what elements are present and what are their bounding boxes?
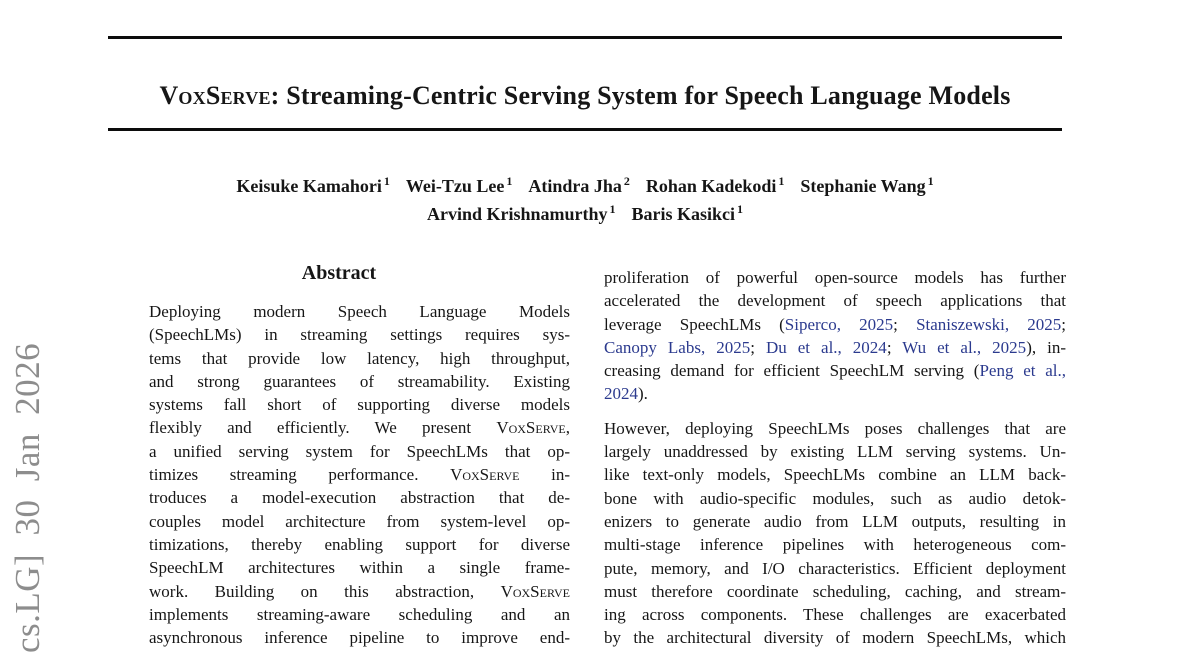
- text-line: [604, 557, 1066, 580]
- abstract-heading: Abstract: [301, 262, 377, 284]
- text-span: Deploying modern Speech Language Models: [149, 302, 570, 321]
- text-span: work. Building on this abstraction,: [149, 581, 501, 601]
- text-line: [149, 463, 570, 486]
- citation-link[interactable]: 2024: [604, 384, 638, 404]
- citation-link[interactable]: Du et al., 2024: [765, 337, 887, 357]
- paper-title: [108, 79, 1062, 113]
- title-rule-top: [108, 36, 1062, 39]
- smallcaps-text: VoxServe: [450, 465, 520, 485]
- author-affiliation-sup: 1: [506, 174, 513, 188]
- author-affiliation-sup: 1: [927, 174, 934, 188]
- text-span: couples model architecture from system-level op-: [149, 511, 570, 531]
- text-span: and strong guarantees of streamability. Existing: [149, 371, 570, 391]
- text-line: [604, 533, 1066, 556]
- text-span: timizations, thereby enabling support for diverse: [149, 534, 570, 554]
- text-line: [604, 487, 1066, 510]
- text-span: ;: [750, 337, 766, 357]
- text-line: [149, 510, 570, 533]
- author-line: [108, 170, 1062, 198]
- text-span: ).: [638, 384, 648, 404]
- text-span: ;: [1061, 314, 1066, 334]
- text-span: like text-only models, SpeechLMs combine an LLM back-: [604, 465, 1066, 485]
- author-affiliation-sup: 2: [623, 174, 630, 188]
- text-span: ), in-: [1026, 337, 1066, 357]
- author: [632, 204, 744, 224]
- text-line: [604, 440, 1066, 463]
- text-line: [604, 510, 1066, 533]
- text-line: [604, 289, 1066, 312]
- text-line: [149, 370, 570, 393]
- text-span: ;: [886, 337, 903, 357]
- paragraph: [604, 417, 1066, 650]
- author: [427, 204, 616, 224]
- text-line: [604, 463, 1066, 486]
- text-span: tems that provide low latency, high throughput,: [149, 348, 570, 368]
- text-line: [149, 580, 570, 603]
- text-span: pute, memory, and I/O characteristics. Efficient deployment: [604, 558, 1066, 578]
- author: [528, 176, 630, 196]
- author-line: [108, 198, 1062, 226]
- arxiv-stamp: cs.LG] 30 Jan 2026: [8, 342, 47, 653]
- text-line: [149, 300, 570, 323]
- text-line: [149, 440, 570, 463]
- text-span: asynchronous inference pipeline to improve end-: [149, 628, 570, 648]
- text-line: [604, 603, 1066, 626]
- text-span: timizes streaming performance.: [149, 465, 451, 485]
- text-span: proliferation of powerful open-source models has further: [604, 268, 1066, 287]
- text-span: ,: [565, 418, 570, 438]
- smallcaps-text: VoxServe: [159, 81, 271, 111]
- author-affiliation-sup: 1: [737, 202, 744, 216]
- citation-link[interactable]: Staniszewski, 2025: [916, 314, 1062, 334]
- author: [406, 176, 512, 196]
- text-line: [604, 313, 1066, 336]
- text-span: largely unaddressed by existing LLM serving systems. Un-: [604, 442, 1066, 462]
- text-span: bone with audio-specific modules, such as audio detok-: [604, 488, 1066, 508]
- text-span: SpeechLM architectures within a single frame-: [149, 558, 570, 578]
- author: [646, 176, 785, 196]
- text-line: [604, 626, 1066, 649]
- text-span: enizers to generate audio from LLM outputs, resulting in: [604, 511, 1066, 531]
- text-line: [604, 266, 1066, 289]
- text-line: [149, 486, 570, 509]
- text-span: troduces a model-execution abstraction that de-: [149, 488, 570, 508]
- citation-link[interactable]: Wu et al., 2025: [902, 337, 1027, 357]
- author: [236, 176, 390, 196]
- citation-link[interactable]: Canopy Labs, 2025: [604, 337, 751, 357]
- text-span: implements streaming-aware scheduling and an: [149, 604, 570, 624]
- author: [800, 176, 933, 196]
- text-line: [149, 533, 570, 556]
- text-span: must therefore coordinate scheduling, caching, and stream-: [604, 581, 1066, 601]
- title-rule-bottom: [108, 128, 1062, 131]
- author-name: Rohan Kadekodi: [645, 176, 777, 196]
- text-span: multi-stage inference pipelines with heterogeneous com-: [604, 535, 1066, 555]
- abstract-body: [149, 300, 570, 649]
- text-line: [604, 382, 1066, 405]
- author-block: [108, 170, 1062, 226]
- text-span: ;: [893, 314, 917, 334]
- text-line: [149, 626, 570, 649]
- text-line: [149, 416, 570, 439]
- smallcaps-text: VoxServe: [496, 418, 566, 438]
- text-span: (SpeechLMs) in streaming settings requires sys-: [149, 325, 570, 345]
- author-name: Arvind Krishnamurthy: [426, 204, 608, 224]
- text-line: [149, 323, 570, 346]
- text-line: [149, 393, 570, 416]
- text-span: : Streaming-Centric Serving System for Speech Language Models: [270, 81, 1011, 111]
- text-line: [149, 603, 570, 626]
- text-span: by the architectural diversity of modern SpeechLMs, which: [604, 628, 1066, 648]
- author-name: Keisuke Kamahori: [236, 176, 382, 196]
- smallcaps-text: VoxServe: [500, 581, 570, 601]
- text-line: [604, 336, 1066, 359]
- author-affiliation-sup: 1: [609, 202, 616, 216]
- citation-link[interactable]: Siperco, 2025: [784, 314, 894, 334]
- right-column: [604, 266, 1066, 650]
- text-span: ing across components. These challenges are exacerbated: [604, 605, 1066, 625]
- text-span: leverage SpeechLMs (: [604, 314, 785, 334]
- author-name: Baris Kasikci: [631, 204, 736, 224]
- text-span: However, deploying SpeechLMs poses challenges that are: [604, 418, 1066, 438]
- text-span: systems fall short of supporting diverse models: [149, 395, 570, 415]
- citation-link[interactable]: Peng et al.,: [979, 361, 1066, 381]
- text-line: [604, 417, 1066, 440]
- paragraph: [604, 266, 1066, 406]
- author-affiliation-sup: 1: [778, 174, 785, 188]
- text-span: flexibly and efficiently. We present: [149, 418, 497, 438]
- text-span: a unified serving system for SpeechLMs that op-: [149, 441, 570, 461]
- author-affiliation-sup: 1: [383, 174, 390, 188]
- author-name: Wei-Tzu Lee: [405, 176, 505, 196]
- left-column: [108, 261, 570, 649]
- author-name: Stephanie Wang: [800, 176, 926, 196]
- text-line: [604, 359, 1066, 382]
- text-line: [149, 347, 570, 370]
- text-span: creasing demand for efficient SpeechLM serving (: [604, 361, 980, 381]
- author-name: Atindra Jha: [528, 176, 622, 196]
- text-line: [149, 556, 570, 579]
- text-span: accelerated the development of speech applications that: [604, 291, 1066, 311]
- text-span: in-: [519, 465, 570, 485]
- text-line: [604, 580, 1066, 603]
